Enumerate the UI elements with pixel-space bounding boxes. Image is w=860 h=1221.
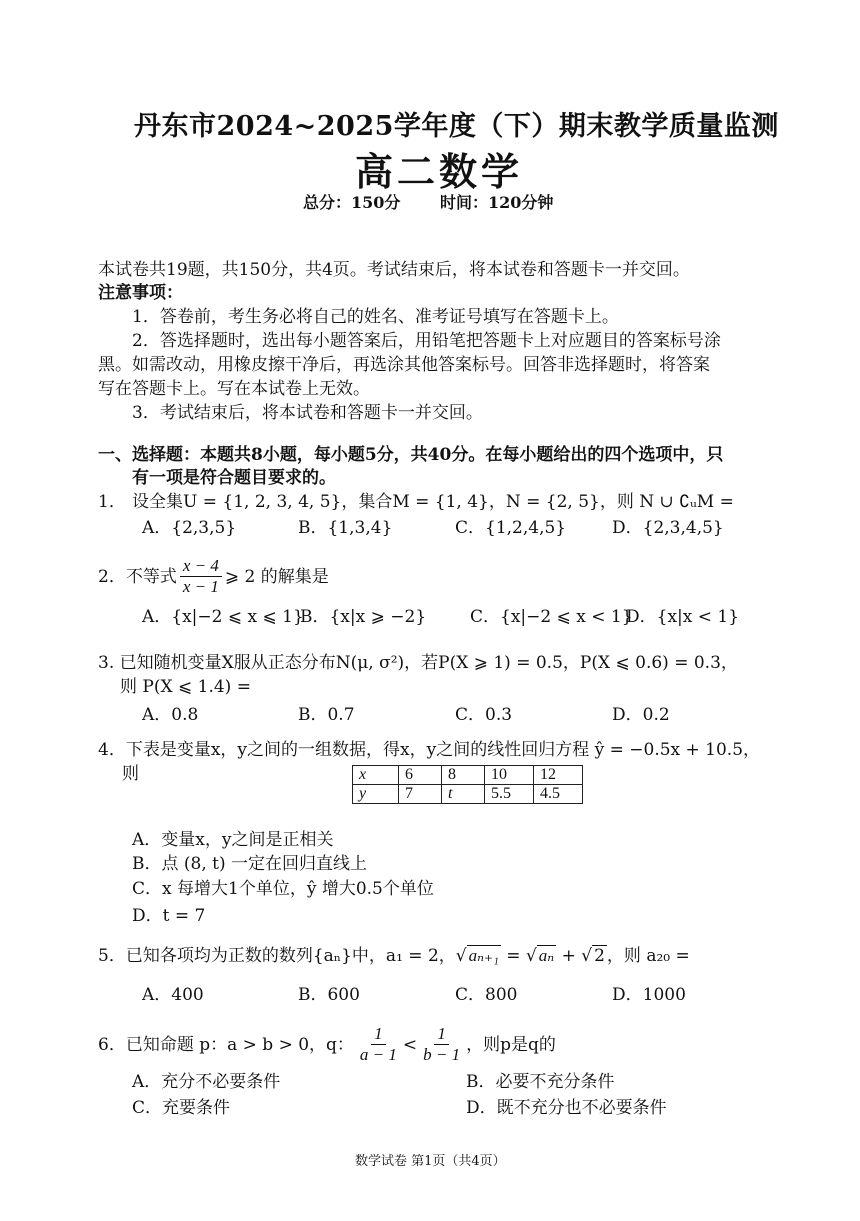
table-cell: 10 (485, 766, 534, 785)
total-score: 总分：150分 (303, 193, 401, 212)
q5-suffix: ，则 a₂₀ = (606, 946, 690, 966)
table-cell: 4.5 (534, 785, 583, 804)
table-cell: 12 (534, 766, 583, 785)
q5-option-b: B．600 (298, 985, 360, 1005)
q6-option-b: B．必要不充分条件 (466, 1072, 615, 1092)
exam-subject: 高二数学 (355, 149, 524, 194)
q4-option-c: C．x 每增大1个单位，ŷ 增大0.5个单位 (132, 879, 434, 899)
q2-option-d: D．{x|x < 1} (626, 607, 740, 627)
q2-fraction-denominator: x − 1 (182, 577, 219, 596)
page-footer: 数学试卷 第1页（共4页） (355, 1154, 506, 1169)
q2-stem (98, 556, 329, 597)
q5-option-d: D．1000 (612, 985, 686, 1005)
notice-heading: 注意事项： (98, 283, 183, 303)
q6-fraction-2-numerator: 1 (434, 1024, 449, 1045)
table-cell: x (353, 766, 399, 785)
q5-plus: + (556, 946, 582, 966)
q2-option-c: C．{x|−2 ⩽ x < 1} (470, 607, 633, 627)
q3-option-c: C．0.3 (455, 705, 513, 725)
q6-option-a: A．充分不必要条件 (132, 1072, 281, 1092)
q3-option-a: A．0.8 (142, 705, 199, 725)
q2-fraction (180, 556, 222, 597)
notice-item-2-line-2: 黑。如需改动，用橡皮擦干净后，再选涂其他答案标号。回答非选择题时，将答案 (98, 355, 710, 375)
q6-fraction-1 (357, 1024, 400, 1065)
table-cell: t (442, 785, 485, 804)
notice-item-3: 3．考试结束后，将本试卷和答题卡一并交回。 (132, 403, 483, 423)
q5-equals: = (500, 946, 526, 966)
q1-stem: 设全集U = {1, 2, 3, 4, 5}，集合M = {1, 4}，N = {2, 5}，则 N ∪ ∁ᵤM = (132, 492, 734, 512)
q6-fraction-1-numerator: 1 (371, 1024, 386, 1045)
notice-item-1: 1．答卷前，考生务必将自己的姓名、准考证号填写在答题卡上。 (132, 307, 619, 327)
q6-less-than: < (402, 1034, 418, 1055)
table-cell: 7 (399, 785, 442, 804)
q3-stem-line-1: 3. 已知随机变量X服从正态分布N(μ, σ²)，若P(X ⩾ 1) = 0.5，P(X ⩽ 0.6) = 0.3， (98, 653, 738, 673)
q2-suffix: ⩾ 2 的解集是 (224, 566, 329, 587)
q2-option-b: B．{x|x ⩾ −2} (300, 607, 427, 627)
section-1-heading: 一、选择题：本题共8小题，每小题5分，共40分。在每小题给出的四个选项中，只 (98, 445, 724, 465)
table-row (353, 785, 583, 804)
table-cell: 5.5 (485, 785, 534, 804)
q5-sqrt-term-3: 2 (594, 946, 605, 966)
q5-prefix: 5．已知各项均为正数的数列{aₙ}中，a₁ = 2， (98, 946, 456, 966)
exam-time: 时间：120分钟 (440, 193, 554, 212)
q4-stem-line-2: 则 (122, 764, 139, 784)
q4-option-b: B．点 (8, t) 一定在回归直线上 (132, 854, 368, 874)
q1-option-c: C．{1,2,4,5} (455, 518, 567, 538)
q2-prefix: 2．不等式 (98, 566, 177, 587)
q6-fraction-2 (420, 1024, 463, 1065)
q6-option-c: C．充要条件 (132, 1098, 231, 1118)
q1-number: 1． (98, 492, 126, 512)
intro-text: 本试卷共19题，共150分，共4页。考试结束后，将本试卷和答题卡一并交回。 (98, 260, 690, 280)
q3-option-d: D．0.2 (612, 705, 670, 725)
q5-option-c: C．800 (455, 985, 518, 1005)
q6-fraction-2-denominator: b − 1 (423, 1045, 461, 1064)
q6-option-d: D．既不充分也不必要条件 (466, 1098, 667, 1118)
q1-option-d: D．{2,3,4,5} (612, 518, 724, 538)
notice-item-2-line-3: 写在答题卡上。写在本试卷上无效。 (98, 379, 370, 399)
table-cell: y (353, 785, 399, 804)
q5-sqrt-term-2: aₙ (538, 946, 555, 965)
exam-title: 丹东市2024~2025学年度（下）期末教学质量监测 (134, 111, 779, 142)
q1-option-a: A．{2,3,5} (142, 518, 237, 538)
table-cell: 8 (442, 766, 485, 785)
q6-suffix: ，则p是q的 (466, 1034, 556, 1055)
q4-option-d: D．t = 7 (132, 906, 206, 926)
q4-data-table (352, 765, 583, 804)
q6-stem (98, 1024, 556, 1065)
q4-option-a: A．变量x，y之间是正相关 (132, 830, 334, 850)
q2-option-a: A．{x|−2 ⩽ x ⩽ 1} (142, 607, 304, 627)
q3-option-b: B．0.7 (298, 705, 355, 725)
q5-stem: 5．已知各项均为正数的数列{aₙ}中，a₁ = 2，√ aₙ₊₁ = √ aₙ + √ 2 ，则 a₂₀ = (98, 946, 690, 966)
section-1-heading-cont: 有一项是符合题目要求的。 (132, 468, 336, 488)
q1-option-b: B．{1,3,4} (298, 518, 393, 538)
q4-stem-line-1: 4．下表是变量x，y之间的一组数据，得x，y之间的线性回归方程 ŷ = −0.5x + 10.5， (98, 740, 761, 760)
q5-option-a: A．400 (142, 985, 204, 1005)
q5-sqrt-term-1: aₙ₊₁ (468, 946, 499, 965)
table-cell: 6 (399, 766, 442, 785)
q6-fraction-1-denominator: a − 1 (359, 1045, 397, 1064)
q3-stem-line-2: 则 P(X ⩽ 1.4) = (120, 677, 251, 697)
notice-item-2-line-1: 2．答选择题时，选出每小题答案后，用铅笔把答题卡上对应题目的答案标号涂 (132, 331, 721, 351)
table-row (353, 766, 583, 785)
q2-fraction-numerator: x − 4 (180, 556, 222, 577)
q6-prefix: 6．已知命题 p：a > b > 0，q： (98, 1034, 354, 1055)
